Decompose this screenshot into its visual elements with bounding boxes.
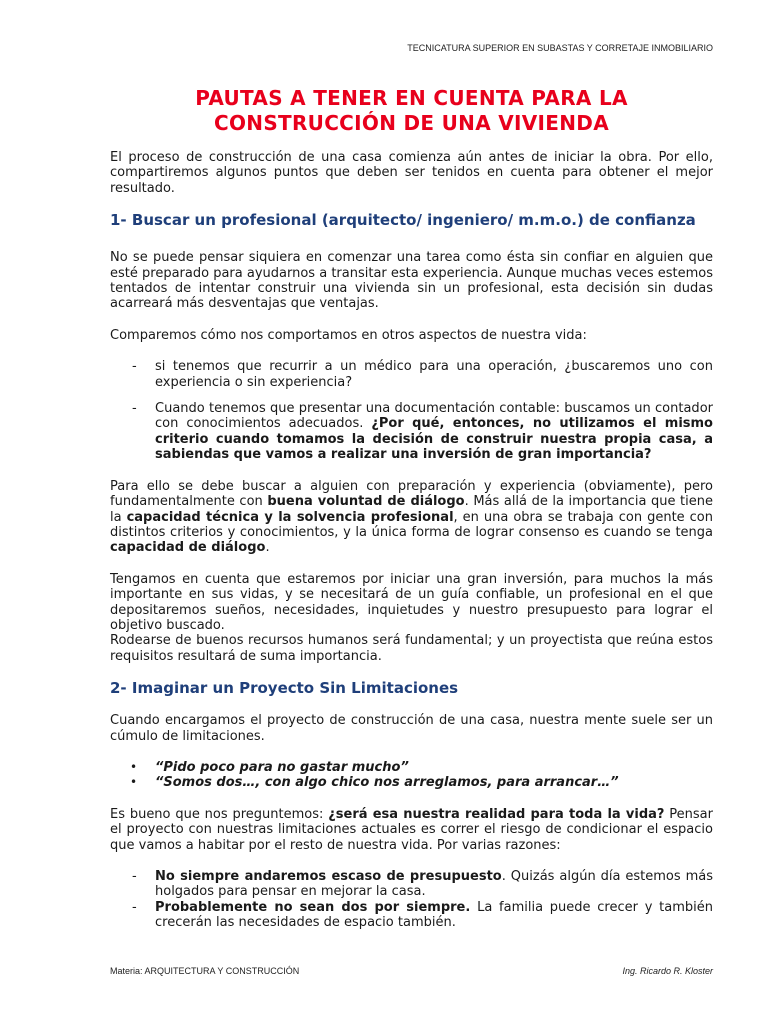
dash-marker: - — [132, 899, 137, 915]
quote-text: “Pido poco para no gastar mucho” — [155, 759, 409, 775]
list-item-bold-text: No siempre andaremos escaso de presupuesto — [155, 869, 502, 884]
quotes-list — [110, 760, 713, 791]
list-item-bold-text: ¿Por qué, entonces, no utilizamos el mismo criterio cuando tomamos la decisión de construir nuestra propia casa, a sabiendas que vamos a realizar una inversión de gran importancia? — [155, 416, 713, 463]
list-item-text: . Quizás algún día estemos más holgados para pensar en mejorar la casa. — [155, 869, 713, 900]
intro-paragraph: El proceso de construcción de una casa comienza aún antes de iniciar la obra. Por ello, compartiremos algunos puntos que deben ser tenidos en cuenta para obtener el mejor resultado. — [110, 150, 713, 196]
header-institution: TECNICATURA SUPERIOR EN SUBASTAS Y CORRETAJE INMOBILIARIO — [407, 43, 713, 53]
page-title: PAUTAS A TENER EN CUENTA PARA LA CONSTRUCCIÓN DE UNA VIVIENDA — [195, 86, 628, 135]
bullet-marker: • — [130, 759, 138, 774]
dash-marker: - — [132, 401, 137, 417]
section-2-paragraph-1: Cuando encargamos el proyecto de construcción de una casa, nuestra mente suele ser un cúmulo de limitaciones. — [110, 713, 713, 744]
list-item-text: La familia puede crecer y también crecerán las necesidades de espacio también. — [155, 899, 714, 931]
list-item — [110, 359, 713, 390]
section-1-paragraph-3: Para ello se debe buscar a alguien con preparación y experiencia (obviamente), pero fundamentalmente con buena voluntad de diálogo. Más allá de la importancia que tiene la capacidad técnica y la solvencia profesional, en una obra se trabaja con gente con distintos criterios y conocimientos, y la única forma de lograr consenso es cuando se tenga capacidad de diálogo. — [110, 478, 713, 556]
section-2-paragraph-2: Es bueno que nos preguntemos: ¿será esa nuestra realidad para toda la vida? Pensar el proyecto con nuestras limitaciones actuales es correr el riesgo de condicionar el espacio que vamos a habitar por el resto de nuestra vida. Por varias razones: — [110, 806, 713, 853]
list-item-text: si tenemos que recurrir a un médico para una operación, ¿buscaremos uno con experiencia o sin experiencia? — [155, 359, 713, 390]
reasons-list — [110, 869, 713, 931]
bullet-marker: • — [130, 775, 138, 790]
section-1-paragraph-2: Comparemos cómo nos comportamos en otros aspectos de nuestra vida: — [110, 327, 587, 343]
section-2-heading: 2- Imaginar un Proyecto Sin Limitaciones — [110, 679, 459, 698]
dash-marker: - — [132, 359, 137, 375]
list-item — [110, 760, 713, 775]
list-item-bold-text: Probablemente no sean dos por siempre. — [155, 899, 471, 915]
list-item-text: Cuando tenemos que presentar una documentación contable: buscamos un contador con conocimientos adecuados. — [155, 401, 713, 432]
footer-subject: Materia: ARQUITECTURA Y CONSTRUCCIÓN — [110, 966, 300, 976]
dash-marker: - — [132, 869, 137, 884]
footer-author: Ing. Ricardo R. Kloster — [622, 966, 713, 976]
section-1-paragraph-1: No se puede pensar siquiera en comenzar una tarea como ésta sin confiar en alguien que esté preparado para ayudarnos a transitar esta experiencia. Aunque muchas veces estemos tentados de intentar construir una vivienda sin un profesional, esta decisión sin dudas acarreará más desventajas que ventajas. — [110, 250, 713, 312]
list-item — [110, 775, 713, 790]
quote-text: “Somos dos…, con algo chico nos arreglamos, para arrancar…” — [155, 775, 619, 791]
section-1-paragraph-4: Tengamos en cuenta que estaremos por iniciar una gran inversión, para muchos la más importante en sus vidas, y se necesitará de un guía confiable, un profesional en el que depositaremos sueños, necesidades, inquietudes y nuestro presupuesto para lograr el objetivo buscado. — [110, 571, 713, 633]
section-1-heading: 1- Buscar un profesional (arquitecto/ ingeniero/ m.m.o.) de confianza — [110, 211, 696, 230]
list-item — [110, 401, 713, 463]
comparison-list — [110, 359, 713, 462]
document-body — [110, 86, 713, 931]
list-item — [110, 900, 713, 931]
section-1-paragraph-5: Rodearse de buenos recursos humanos será fundamental; y un proyectista que reúna estos requisitos resultará de suma importancia. — [110, 633, 713, 664]
list-item — [110, 869, 713, 900]
